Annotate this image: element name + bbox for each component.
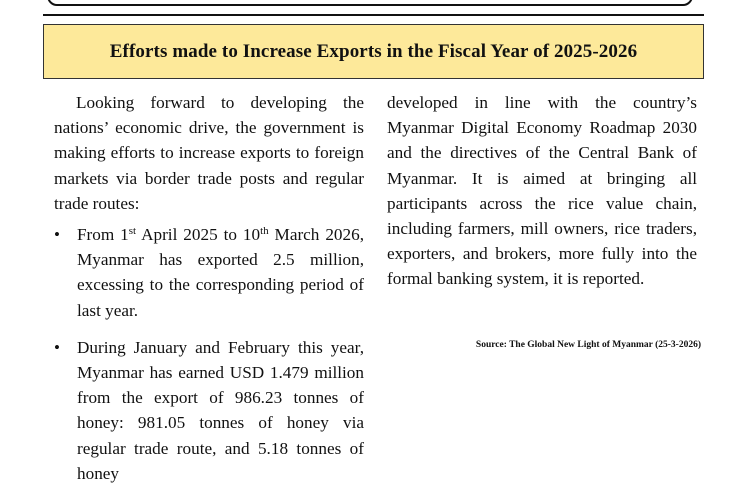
bullet-text: From 1st April 2025 to 10th March 2026, Myanmar has exported 2.5 million, excessing to the corresponding period of last year. — [77, 225, 364, 320]
continuation-paragraph: developed in line with the country’s Myanmar Digital Economy Roadmap 2030 and the directives of the Central Bank of Myanmar. It is aimed at bringing all participants across the rice value chain, including farmers, mill owners, rice traders, exporters, and brokers, more fully into the formal banking system, it is reported. — [387, 93, 697, 289]
section-banner — [43, 24, 704, 79]
export-bullet-list — [54, 222, 364, 486]
superscript: th — [260, 225, 269, 238]
section-divider — [43, 14, 704, 16]
intro-paragraph: Looking forward to developing the nations’ economic drive, the government is making efforts to increase exports to foreign markets via border trade posts and regular trade routes: — [54, 93, 364, 213]
left-column — [54, 90, 364, 498]
bullet-icon: • — [54, 225, 60, 245]
list-item — [54, 335, 364, 486]
superscript: st — [128, 225, 137, 238]
source-citation: Source: The Global New Light of Myanmar (25-3-2026) — [475, 340, 701, 350]
list-item — [54, 222, 364, 323]
section-title: Efforts made to Increase Exports in the Fiscal Year of 2025-2026 — [109, 40, 638, 62]
bullet-text: During January and February this year, Myanmar has earned USD 1.479 million from the export of 986.23 tonnes of honey: 981.05 tonnes of honey via regular trade route, and 5.18 tonnes of honey — [77, 337, 364, 483]
previous-section-box — [47, 0, 693, 6]
right-column — [387, 90, 697, 292]
bullet-icon: • — [54, 337, 60, 357]
